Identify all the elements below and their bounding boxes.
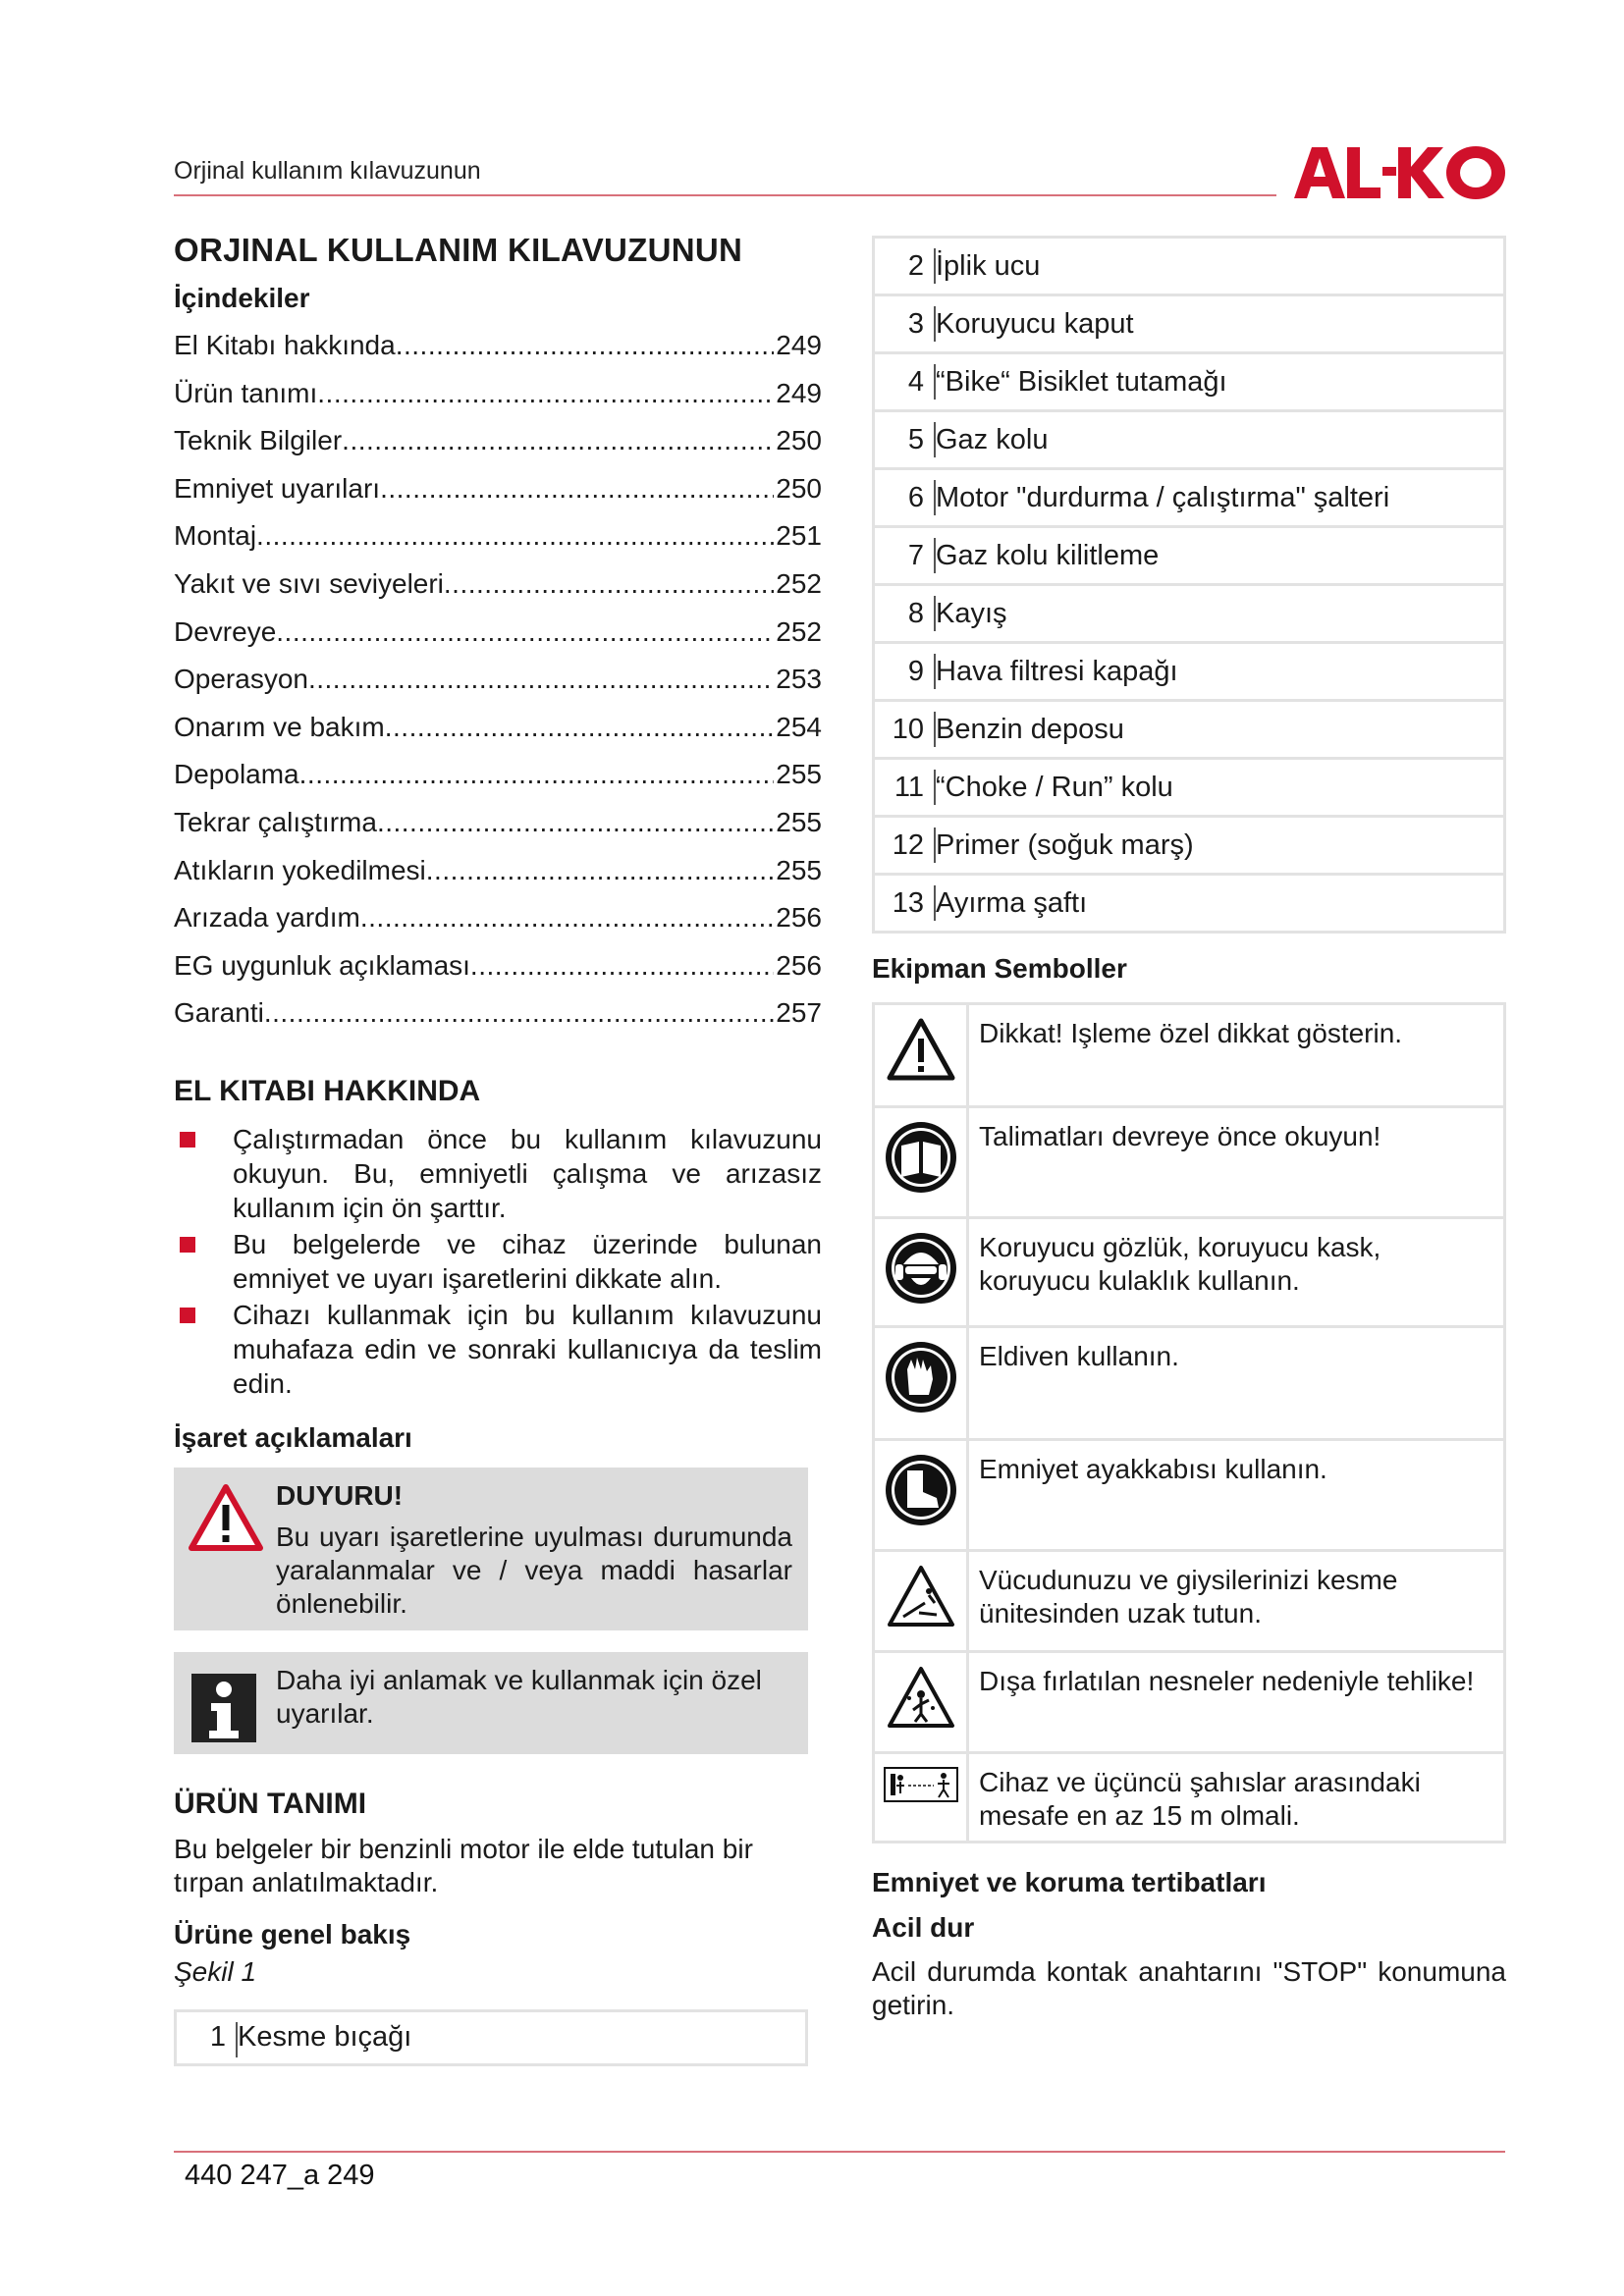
table-row: Talimatları devreye önce okuyun!: [875, 1108, 1503, 1219]
bullet-square-icon: [180, 1308, 195, 1323]
table-row: Koruyucu gözlük, koruyucu kask, koruyucu kulaklık kullanın.: [875, 1219, 1503, 1328]
info-icon: [191, 1674, 256, 1742]
parts-table-right: [872, 236, 1506, 934]
notice-title: DUYURU!: [276, 1479, 404, 1511]
bullet-square-icon: [180, 1237, 195, 1253]
table-row: 9 Hava filtresi kapağı: [875, 644, 1503, 702]
toc-entry[interactable]: EG uygunluk açıklaması ..... 256: [174, 942, 822, 990]
warning-icon: [188, 1483, 264, 1552]
toc-entry[interactable]: Garanti ..... 257: [174, 989, 822, 1038]
footer-page-code: 440 247_a 249: [185, 2160, 375, 2191]
info-box: [174, 1652, 808, 1754]
table-row: 12 Primer (soğuk marş): [875, 818, 1503, 876]
table-row: 11 “Choke / Run” kolu: [875, 760, 1503, 818]
overview-heading: Ürüne genel bakış: [174, 1918, 411, 1949]
table-row: 13 Ayırma şaftı: [875, 876, 1503, 931]
toc-entry[interactable]: Depolama ..... 255: [174, 751, 822, 799]
table-row: 8 Kayış: [875, 586, 1503, 644]
warning-icon: [886, 1017, 956, 1082]
cutting-hazard-icon: [886, 1564, 956, 1629]
toc-entry[interactable]: Teknik Bilgiler ..... 250: [174, 417, 822, 465]
left-column: [174, 232, 822, 2066]
table-row: 5 Gaz kolu: [875, 412, 1503, 470]
bullet-square-icon: [180, 1132, 195, 1148]
document-label: Orjinal kullanım kılavuzunun: [174, 157, 481, 185]
table-row: 1 Kesme bıçağı: [177, 2012, 805, 2063]
toc-heading: İçindekiler: [174, 283, 310, 313]
parts-table-left: [174, 2009, 808, 2066]
emergency-stop-heading: Acil dur: [872, 1912, 975, 1943]
table-row: Dışa fırlatılan nesneler nedeniyle tehlike!: [875, 1653, 1503, 1754]
table-row: 7 Gaz kolu kilitleme: [875, 528, 1503, 586]
toc-entry[interactable]: El Kitabı hakkında ..... 249: [174, 322, 822, 370]
table-row: 2 İplik ucu: [875, 239, 1503, 296]
table-row: Dikkat! Işleme özel dikkat gösterin.: [875, 1005, 1503, 1108]
table-row: Vücudunuzu ve giysilerinizi kesme ünitesinden uzak tutun.: [875, 1552, 1503, 1653]
table-row: 4 “Bike“ Bisiklet tutamağı: [875, 354, 1503, 412]
footer-rule: [174, 2151, 1505, 2153]
symbol-table: [872, 1002, 1506, 1843]
table-row: 3 Koruyucu kaput: [875, 296, 1503, 354]
toc-entry[interactable]: Operasyon ..... 253: [174, 656, 822, 704]
toc-entry[interactable]: Yakıt ve sıvı seviyeleri ..... 252: [174, 561, 822, 609]
toc-entry[interactable]: Onarım ve bakım ..... 254: [174, 704, 822, 752]
equipment-heading: Ekipman Semboller: [872, 953, 1127, 984]
list-item: Bu belgelerde ve cihaz üzerinde bulunan emniyet ve uyarı işaretlerini dikkate alın.: [174, 1227, 822, 1296]
toc-entry[interactable]: Tekrar çalıştırma ..... 255: [174, 799, 822, 847]
about-heading: EL KITABI HAKKINDA: [174, 1074, 481, 1107]
toc-entry[interactable]: Atıkların yokedilmesi ..... 255: [174, 847, 822, 895]
safety-heading: Emniyet ve koruma tertibatları: [872, 1867, 1267, 1897]
notice-text: Bu uyarı işaretlerine uyulması durumunda yaralanmalar ve / veya maddi hasarlar önlenebilir.: [276, 1521, 792, 1619]
figure-reference: Şekil 1: [174, 1955, 257, 1987]
table-row: 6 Motor "durdurma / çalıştırma" şalteri: [875, 470, 1503, 528]
toc-entry[interactable]: Arızada yardım ..... 256: [174, 894, 822, 942]
signs-heading: İşaret açıklamaları: [174, 1421, 412, 1453]
table-row: Emniyet ayakkabısı kullanın.: [875, 1441, 1503, 1552]
about-bullets: [174, 1122, 822, 1401]
list-item: Cihazı kullanmak için bu kullanım kılavuzunu muhafaza edin ve sonraki kullanıcıya da teslim edin.: [174, 1298, 822, 1401]
manual-icon: [884, 1120, 958, 1195]
table-row: Eldiven kullanın.: [875, 1328, 1503, 1441]
notice-box: [174, 1468, 808, 1630]
distance-15m-icon: [883, 1766, 959, 1803]
alko-logo: [1294, 143, 1506, 202]
table-of-contents: [174, 322, 822, 1038]
info-text: Daha iyi anlamak ve kullanmak için özel uyarılar.: [276, 1664, 762, 1729]
table-row: 10 Benzin deposu: [875, 702, 1503, 760]
protective-gear-icon: [884, 1231, 958, 1306]
emergency-stop-text: Acil durumda kontak anahtarını "STOP" konumuna getirin.: [872, 1956, 1506, 2020]
toc-entry[interactable]: Emniyet uyarıları ..... 250: [174, 465, 822, 513]
product-description: Bu belgeler bir benzinli motor ile elde tutulan bir tırpan anlatılmaktadır.: [174, 1833, 753, 1897]
list-item: Çalıştırmadan önce bu kullanım kılavuzunu okuyun. Bu, emniyetli çalışma ve arızasız kullanım için ön şarttır.: [174, 1122, 822, 1225]
gloves-icon: [884, 1340, 958, 1415]
toc-entry[interactable]: Montaj ..... 251: [174, 512, 822, 561]
product-heading: ÜRÜN TANIMI: [174, 1787, 367, 1820]
toc-entry[interactable]: Ürün tanımı ..... 249: [174, 370, 822, 418]
thrown-objects-icon: [886, 1665, 956, 1730]
header-rule: [174, 194, 1276, 196]
page-title: ORJINAL KULLANIM KILAVUZUNUN: [174, 232, 743, 268]
toc-entry[interactable]: Devreye ..... 252: [174, 609, 822, 657]
table-row: Cihaz ve üçüncü şahıslar arasındaki mesafe en az 15 m olmali.: [875, 1754, 1503, 1841]
safety-boots-icon: [884, 1453, 958, 1527]
right-column: [872, 236, 1506, 2022]
